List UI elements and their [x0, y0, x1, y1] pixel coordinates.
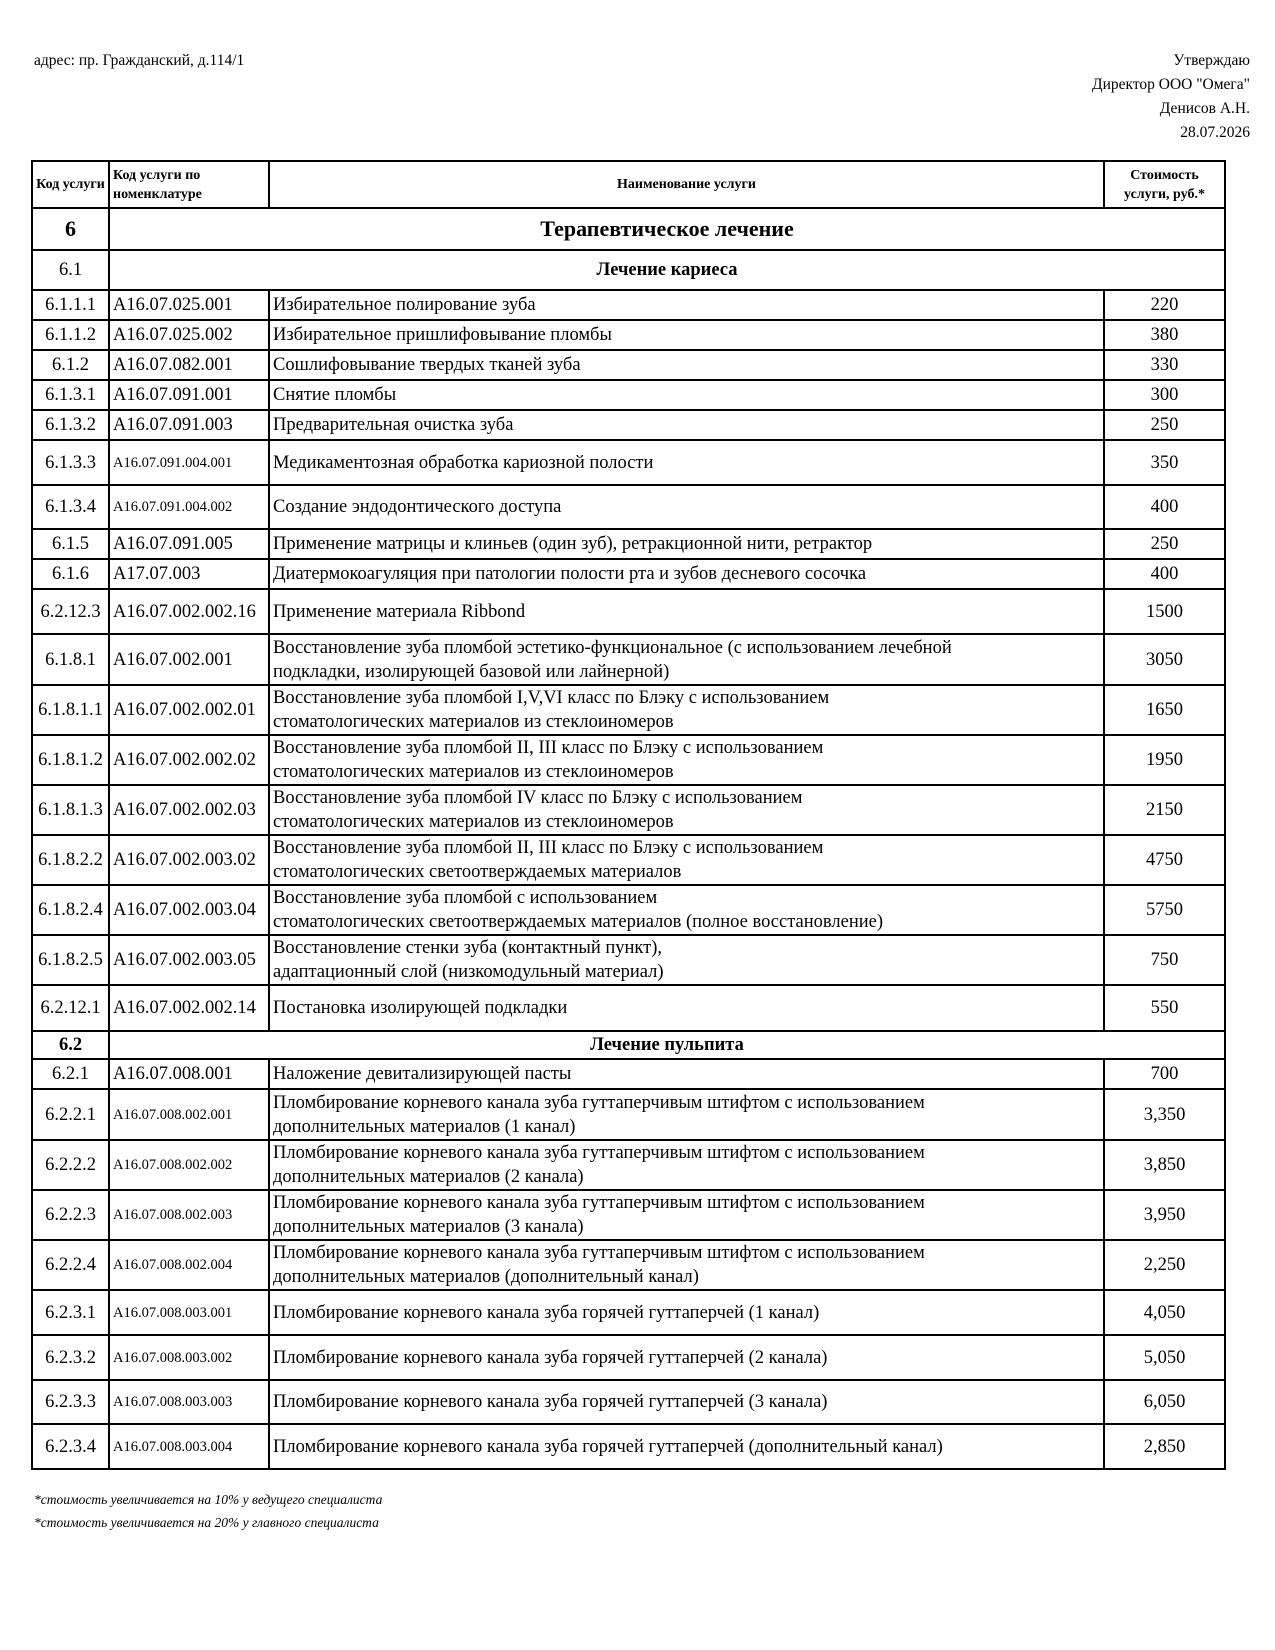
nomenclature-code: A16.07.091.001	[109, 380, 269, 410]
service-price: 220	[1104, 290, 1225, 320]
service-row	[32, 1290, 1225, 1335]
nomenclature-code: A16.07.008.003.001	[109, 1290, 269, 1335]
service-name: Предварительная очистка зуба	[269, 410, 1104, 440]
service-row	[32, 634, 1225, 685]
nomenclature-code: A16.07.008.002.004	[109, 1240, 269, 1290]
nomenclature-code: A16.07.091.005	[109, 529, 269, 559]
service-row	[32, 559, 1225, 589]
nomenclature-code: A16.07.008.003.003	[109, 1380, 269, 1424]
service-row	[32, 1380, 1225, 1424]
service-price: 400	[1104, 485, 1225, 529]
nomenclature-code: A16.07.091.004.001	[109, 440, 269, 485]
service-row	[32, 1089, 1225, 1140]
price-list-body	[32, 208, 1225, 1469]
service-name: Пломбирование корневого канала зуба горячей гуттаперчей (2 канала)	[269, 1335, 1104, 1380]
service-name: Наложение девитализирующей пасты	[269, 1059, 1104, 1089]
service-row	[32, 685, 1225, 735]
service-row	[32, 1190, 1225, 1240]
section-code: 6	[32, 208, 109, 250]
header-service-name: Наименование услуги	[269, 161, 1104, 208]
service-price: 1500	[1104, 589, 1225, 634]
service-name: Постановка изолирующей подкладки	[269, 985, 1104, 1031]
service-name: Восстановление зуба пломбой II, III класс по Блэку с использованием стоматологических материалов из стеклоиномеров	[269, 735, 1104, 785]
service-code: 6.2.3.2	[32, 1335, 109, 1380]
nomenclature-code: A16.07.002.002.01	[109, 685, 269, 735]
service-price: 6,050	[1104, 1380, 1225, 1424]
nomenclature-code: A16.07.002.002.02	[109, 735, 269, 785]
service-code: 6.2.3.3	[32, 1380, 109, 1424]
price-list-table	[31, 160, 1226, 1470]
service-row	[32, 835, 1225, 885]
service-name: Пломбирование корневого канала зуба горячей гуттаперчей (дополнительный канал)	[269, 1424, 1104, 1469]
nomenclature-code: A16.07.002.002.16	[109, 589, 269, 634]
header-price: Стоимость услуги, руб.*	[1104, 161, 1225, 208]
nomenclature-code: A16.07.002.002.03	[109, 785, 269, 835]
service-code: 6.1.3.3	[32, 440, 109, 485]
service-name: Пломбирование корневого канала зуба гуттаперчивым штифтом с использованием дополнительных материалов (1 канал)	[269, 1089, 1104, 1140]
service-code: 6.1.3.4	[32, 485, 109, 529]
service-price: 2,850	[1104, 1424, 1225, 1469]
section-code: 6.2	[32, 1031, 109, 1059]
service-price: 5750	[1104, 885, 1225, 935]
footnote-lead-specialist: *стоимость увеличивается на 10% у ведущего специалиста	[34, 1492, 383, 1507]
service-row	[32, 1059, 1225, 1089]
nomenclature-code: A16.07.002.001	[109, 634, 269, 685]
approval-block	[1092, 49, 1250, 145]
service-price: 1950	[1104, 735, 1225, 785]
service-name: Пломбирование корневого канала зуба горячей гуттаперчей (1 канал)	[269, 1290, 1104, 1335]
nomenclature-code: A16.07.008.002.001	[109, 1089, 269, 1140]
nomenclature-code: A16.07.002.003.02	[109, 835, 269, 885]
clinic-address: адрес: пр. Гражданский, д.114/1	[34, 52, 245, 69]
service-name: Избирательное полирование зуба	[269, 290, 1104, 320]
approval-signatory: Денисов А.Н.	[1159, 100, 1250, 117]
service-price: 3050	[1104, 634, 1225, 685]
nomenclature-code: A16.07.008.003.004	[109, 1424, 269, 1469]
service-price: 750	[1104, 935, 1225, 985]
service-row	[32, 380, 1225, 410]
service-price: 3,850	[1104, 1140, 1225, 1190]
service-price: 250	[1104, 410, 1225, 440]
service-price: 2150	[1104, 785, 1225, 835]
service-name: Пломбирование корневого канала зуба гуттаперчивым штифтом с использованием дополнительных материалов (2 канала)	[269, 1140, 1104, 1190]
service-price: 700	[1104, 1059, 1225, 1089]
service-code: 6.2.12.1	[32, 985, 109, 1031]
service-code: 6.2.12.3	[32, 589, 109, 634]
service-price: 350	[1104, 440, 1225, 485]
service-row	[32, 1240, 1225, 1290]
service-name: Применение матрицы и клиньев (один зуб), ретракционной нити, ретрактор	[269, 529, 1104, 559]
service-code: 6.2.2.2	[32, 1140, 109, 1190]
table-header-row	[32, 161, 1225, 208]
service-price: 3,350	[1104, 1089, 1225, 1140]
service-row	[32, 440, 1225, 485]
approval-date: 28.07.2026	[1180, 124, 1250, 141]
service-price: 2,250	[1104, 1240, 1225, 1290]
nomenclature-code: A16.07.008.003.002	[109, 1335, 269, 1380]
section-title: Лечение кариеса	[109, 250, 1225, 290]
service-row	[32, 885, 1225, 935]
service-price: 4750	[1104, 835, 1225, 885]
nomenclature-code: A16.07.002.003.05	[109, 935, 269, 985]
service-row	[32, 985, 1225, 1031]
service-row	[32, 735, 1225, 785]
service-code: 6.2.3.1	[32, 1290, 109, 1335]
service-row	[32, 1424, 1225, 1469]
service-row	[32, 529, 1225, 559]
service-code: 6.1.1.1	[32, 290, 109, 320]
service-code: 6.1.6	[32, 559, 109, 589]
service-row	[32, 320, 1225, 350]
service-code: 6.1.1.2	[32, 320, 109, 350]
service-row	[32, 290, 1225, 320]
service-name: Медикаментозная обработка кариозной полости	[269, 440, 1104, 485]
service-name: Избирательное пришлифовывание пломбы	[269, 320, 1104, 350]
service-row	[32, 935, 1225, 985]
service-name: Восстановление стенки зуба (контактный пункт), адаптационный слой (низкомодульный материал)	[269, 935, 1104, 985]
service-name: Создание эндодонтического доступа	[269, 485, 1104, 529]
nomenclature-code: A16.07.091.004.002	[109, 485, 269, 529]
service-row	[32, 785, 1225, 835]
service-name: Сошлифовывание твердых тканей зуба	[269, 350, 1104, 380]
approval-title: Утверждаю	[1173, 52, 1250, 69]
service-name: Восстановление зуба пломбой II, III класс по Блэку с использованием стоматологических светоотверждаемых материалов	[269, 835, 1104, 885]
nomenclature-code: A16.07.008.002.002	[109, 1140, 269, 1190]
service-row	[32, 589, 1225, 634]
service-price: 3,950	[1104, 1190, 1225, 1240]
service-name: Восстановление зуба пломбой эстетико-функциональное (с использованием лечебной подкладки, изолирующей базовой или лайнерной)	[269, 634, 1104, 685]
service-name: Снятие пломбы	[269, 380, 1104, 410]
service-code: 6.1.8.1.2	[32, 735, 109, 785]
service-name: Восстановление зуба пломбой с использованием стоматологических светоотверждаемых материалов (полное восстановление)	[269, 885, 1104, 935]
nomenclature-code: A16.07.025.002	[109, 320, 269, 350]
service-price: 550	[1104, 985, 1225, 1031]
section-title: Терапевтическое лечение	[109, 208, 1225, 250]
service-code: 6.2.2.4	[32, 1240, 109, 1290]
service-code: 6.1.8.1.1	[32, 685, 109, 735]
section-code: 6.1	[32, 250, 109, 290]
service-price: 330	[1104, 350, 1225, 380]
service-code: 6.1.8.1	[32, 634, 109, 685]
service-row	[32, 1335, 1225, 1380]
nomenclature-code: A16.07.082.001	[109, 350, 269, 380]
service-row	[32, 410, 1225, 440]
service-row	[32, 1140, 1225, 1190]
service-row	[32, 485, 1225, 529]
service-code: 6.1.2	[32, 350, 109, 380]
nomenclature-code: A16.07.025.001	[109, 290, 269, 320]
nomenclature-code: A17.07.003	[109, 559, 269, 589]
service-code: 6.1.5	[32, 529, 109, 559]
service-code: 6.2.2.3	[32, 1190, 109, 1240]
header-code: Код услуги	[32, 161, 109, 208]
service-name: Восстановление зуба пломбой IV класс по Блэку с использованием стоматологических материалов из стеклоиномеров	[269, 785, 1104, 835]
service-price: 300	[1104, 380, 1225, 410]
section-row	[32, 208, 1225, 250]
service-code: 6.1.3.2	[32, 410, 109, 440]
service-code: 6.2.2.1	[32, 1089, 109, 1140]
service-name: Пломбирование корневого канала зуба гуттаперчивым штифтом с использованием дополнительных материалов (дополнительный канал)	[269, 1240, 1104, 1290]
service-code: 6.1.8.2.2	[32, 835, 109, 885]
service-code: 6.1.3.1	[32, 380, 109, 410]
service-name: Пломбирование корневого канала зуба гуттаперчивым штифтом с использованием дополнительных материалов (3 канала)	[269, 1190, 1104, 1240]
nomenclature-code: A16.07.008.002.003	[109, 1190, 269, 1240]
service-price: 4,050	[1104, 1290, 1225, 1335]
approval-position: Директор ООО "Омега"	[1092, 76, 1250, 93]
service-code: 6.1.8.2.4	[32, 885, 109, 935]
footnote-chief-specialist: *стоимость увеличивается на 20% у главного специалиста	[34, 1515, 379, 1530]
service-row	[32, 350, 1225, 380]
section-title: Лечение пульпита	[109, 1031, 1225, 1059]
service-name: Диатермокоагуляция при патологии полости рта и зубов десневого сосочка	[269, 559, 1104, 589]
service-price: 380	[1104, 320, 1225, 350]
service-price: 250	[1104, 529, 1225, 559]
service-code: 6.1.8.1.3	[32, 785, 109, 835]
service-price: 1650	[1104, 685, 1225, 735]
footnotes	[34, 1488, 382, 1534]
service-price: 400	[1104, 559, 1225, 589]
service-price: 5,050	[1104, 1335, 1225, 1380]
section-row	[32, 1031, 1225, 1059]
service-code: 6.2.3.4	[32, 1424, 109, 1469]
nomenclature-code: A16.07.002.002.14	[109, 985, 269, 1031]
service-name: Восстановление зуба пломбой I,V,VI класс по Блэку с использованием стоматологических материалов из стеклоиномеров	[269, 685, 1104, 735]
nomenclature-code: A16.07.008.001	[109, 1059, 269, 1089]
service-name: Применение материала Ribbond	[269, 589, 1104, 634]
header-nomenclature: Код услуги по номенклатуре	[109, 161, 269, 208]
section-row	[32, 250, 1225, 290]
nomenclature-code: A16.07.002.003.04	[109, 885, 269, 935]
service-name: Пломбирование корневого канала зуба горячей гуттаперчей (3 канала)	[269, 1380, 1104, 1424]
service-code: 6.2.1	[32, 1059, 109, 1089]
nomenclature-code: A16.07.091.003	[109, 410, 269, 440]
service-code: 6.1.8.2.5	[32, 935, 109, 985]
